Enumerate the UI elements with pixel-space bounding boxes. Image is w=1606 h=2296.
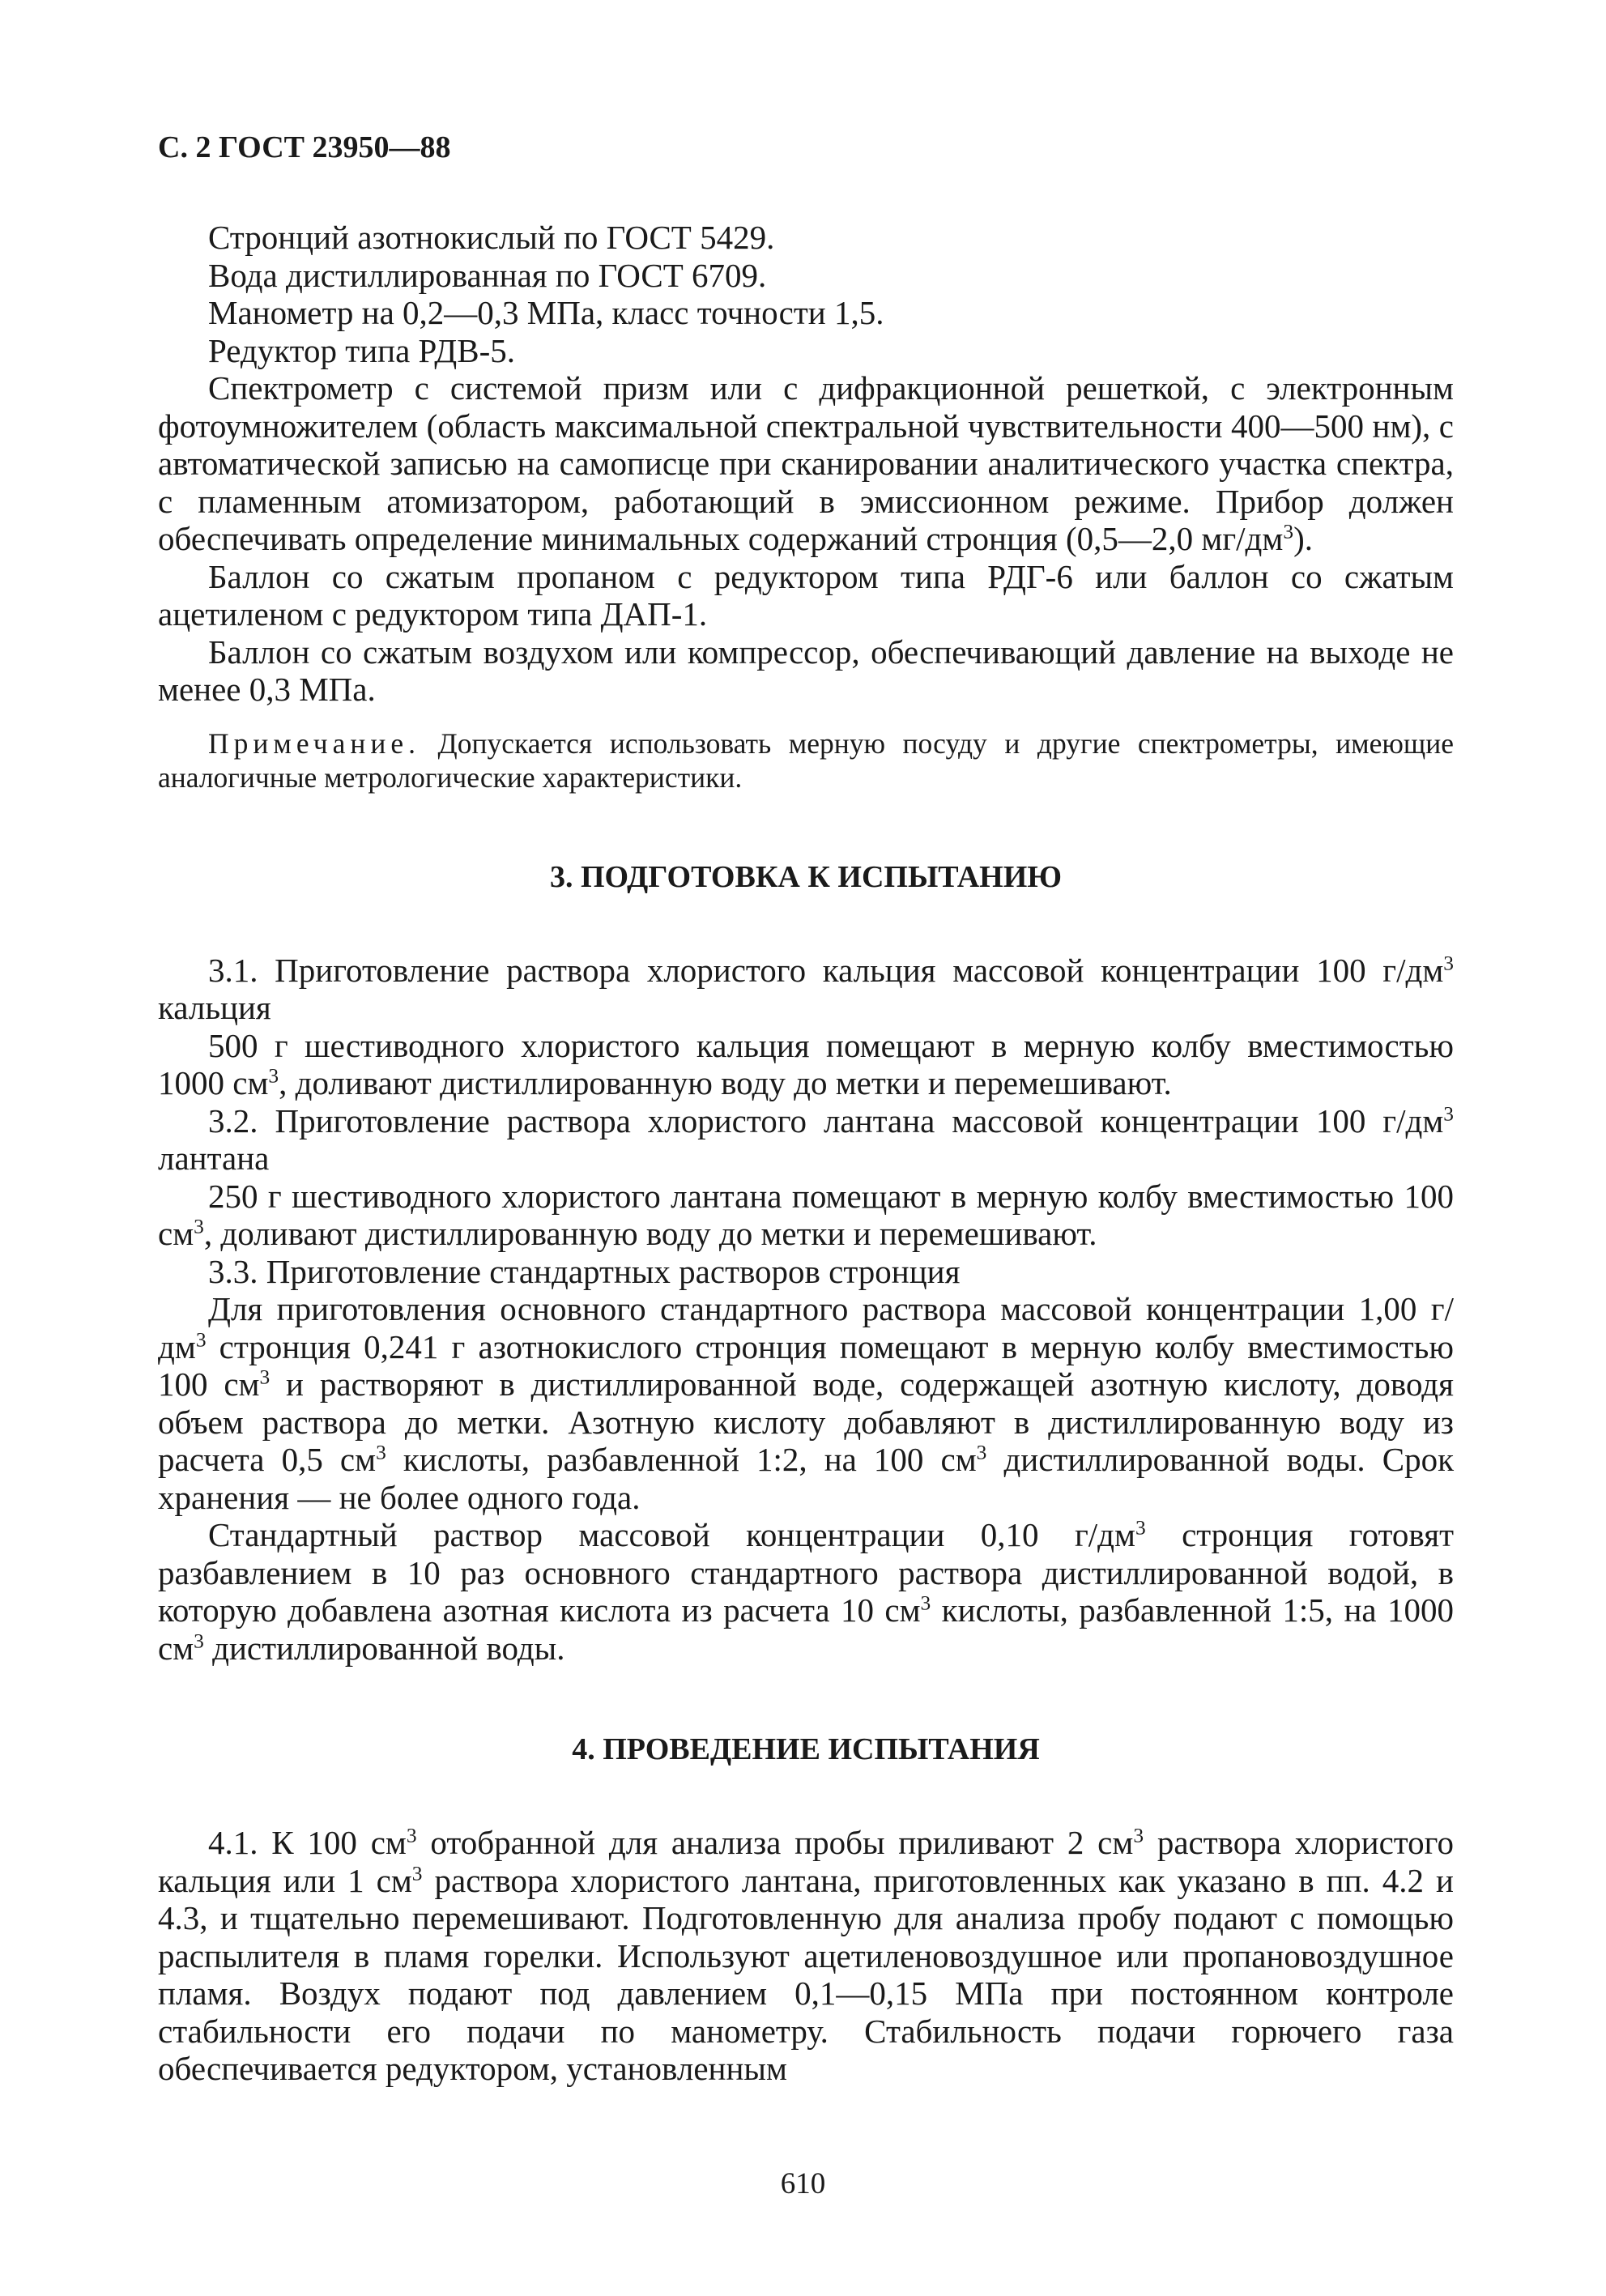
superscript: 3 (1283, 520, 1294, 543)
text-span: 4.1. К 100 см (208, 1824, 407, 1861)
document-page (158, 130, 1454, 2088)
text-span: Стандартный раствор массовой концентрации 0,10 г/дм (208, 1516, 1135, 1553)
paragraph-4-1 (158, 1824, 1454, 2088)
running-head: С. 2 ГОСТ 23950—88 (158, 130, 451, 164)
text-span: кислоты, разбавленной 1:5, на 1000 см (158, 1591, 1454, 1667)
text-span: кальция (158, 989, 271, 1026)
note-text: Допускается использовать мерную посуду и другие спектрометры, имеющие аналогичные метрологические характеристики. (158, 726, 1454, 794)
superscript: 3 (406, 1824, 417, 1847)
text-span: дистиллированной воды. (203, 1629, 565, 1667)
paragraph-3-2-title (158, 1102, 1454, 1178)
text-span: стронция готовят разбавлением в 10 раз основного стандартного раствора дистиллированной водой, в которую добавлена азотная кислота из расчета 10 см (158, 1516, 1454, 1629)
text-span: 250 г шестиводного хлористого лантана помещают в мерную колбу вместимостью 100 см (158, 1177, 1454, 1252)
text-span: стронция 0,241 г азотнокислого стронция помещают в мерную колбу вместимостью 100 см (158, 1327, 1454, 1403)
text-span: и растворяют в дистиллированной воде, содержащей азотную кислоту, доводя объем раствора до метки. Азотную кислоту добавляют в дистиллированную воду из расчета 0,5 см (158, 1365, 1454, 1478)
paragraph-3-3-title: 3.3. Приготовление стандартных растворов стронция (208, 1252, 961, 1290)
text-span: раствора хлористого кальция или 1 см (158, 1824, 1454, 1899)
equipment-propane: Баллон со сжатым пропаном с редуктором типа РДГ-6 или баллон со сжатым ацетиленом с редуктором типа ДАП-1. (158, 557, 1454, 633)
superscript: 3 (411, 1861, 423, 1885)
text-span: Для приготовления основного стандартного раствора массовой концентрации 1,00 г/дм (158, 1290, 1454, 1365)
text-span: ). (1293, 520, 1313, 557)
equipment-air: Баллон со сжатым воздухом или компрессор, обеспечивающий давление на выходе не менее 0,3 МПа. (158, 633, 1454, 708)
text-span: кислоты, разбавленной 1:2, на 100 см (386, 1441, 977, 1478)
paragraph-3-2-body (158, 1178, 1454, 1253)
equipment-item: Манометр на 0,2—0,3 МПа, класс точности 1,5. (208, 294, 884, 331)
superscript: 3 (376, 1441, 386, 1464)
superscript: 3 (195, 1327, 207, 1351)
text-span: , доливают дистиллированную воду до метки и перемешивают. (279, 1064, 1172, 1101)
superscript: 3 (1443, 1101, 1454, 1125)
superscript: 3 (194, 1629, 204, 1652)
paragraph-3-3-standard (158, 1516, 1454, 1667)
superscript: 3 (976, 1441, 987, 1464)
superscript: 3 (1443, 951, 1454, 974)
text-span: 500 г шестиводного хлористого кальция помещают в мерную колбу вместимостью 1000 см (158, 1026, 1454, 1101)
superscript: 3 (1133, 1824, 1144, 1847)
note (158, 726, 1454, 794)
page-number: 610 (780, 2167, 826, 2200)
superscript: 3 (259, 1365, 271, 1389)
text-span: 3.2. Приготовление раствора хлористого лантана массовой концентрации 100 г/дм (208, 1101, 1444, 1139)
superscript: 3 (194, 1215, 204, 1238)
paragraph-3-1-body (158, 1027, 1454, 1102)
text-span: , доливают дистиллированную воду до метки и перемешивают. (203, 1215, 1097, 1252)
equipment-spectrometer (158, 369, 1454, 558)
text-span: раствора хлористого лантана, приготовленных как указано в пп. 4.2 и 4.3, и тщательно перемешивают. Подготовленную для анализа пробу подают с помощью распылителя в пламя горелки. Используют ацетиленовоздушное или пропановоздушное пламя. Воздух подают под давлением 0,1—0,15 МПа при постоянном контроле стабильности его подачи по манометру. Стабильность подачи горючего газа обеспечивается редуктором, установленным (158, 1861, 1454, 2087)
superscript: 3 (1135, 1516, 1146, 1540)
text-span: дистиллированной воды. Срок хранения — не более одного года. (158, 1441, 1454, 1516)
note-label: Примечание. (208, 726, 420, 760)
text-span: лантана (158, 1139, 270, 1177)
section-3-title: 3. ПОДГОТОВКА К ИСПЫТАНИЮ (549, 859, 1063, 894)
text-span: Спектрометр с системой призм или с дифракционной решеткой, с электронным фотоумножителем (область максимальной спектральной чувствительности 400—500 нм), с автоматической записью на самописце при сканировании аналитического участка спектра, с пламенным атомизатором, работающий в эмиссионном режиме. Прибор должен обеспечивать определение минимальных содержаний стронция (0,5—2,0 мг/дм (158, 369, 1454, 557)
equipment-item: Вода дистиллированная по ГОСТ 6709. (208, 256, 767, 294)
paragraph-3-1-title (158, 952, 1454, 1027)
section-4-title: 4. ПРОВЕДЕНИЕ ИСПЫТАНИЯ (572, 1732, 1040, 1766)
text-span: отобранной для анализа пробы приливают 2 см (416, 1824, 1134, 1861)
text-span: 3.1. Приготовление раствора хлористого кальция массовой концентрации 100 г/дм (208, 951, 1444, 989)
paragraph-3-3-body (158, 1290, 1454, 1516)
superscript: 3 (920, 1591, 931, 1615)
equipment-item: Редуктор типа РДВ-5. (208, 331, 515, 369)
equipment-item: Стронций азотнокислый по ГОСТ 5429. (208, 219, 775, 256)
superscript: 3 (268, 1064, 279, 1088)
